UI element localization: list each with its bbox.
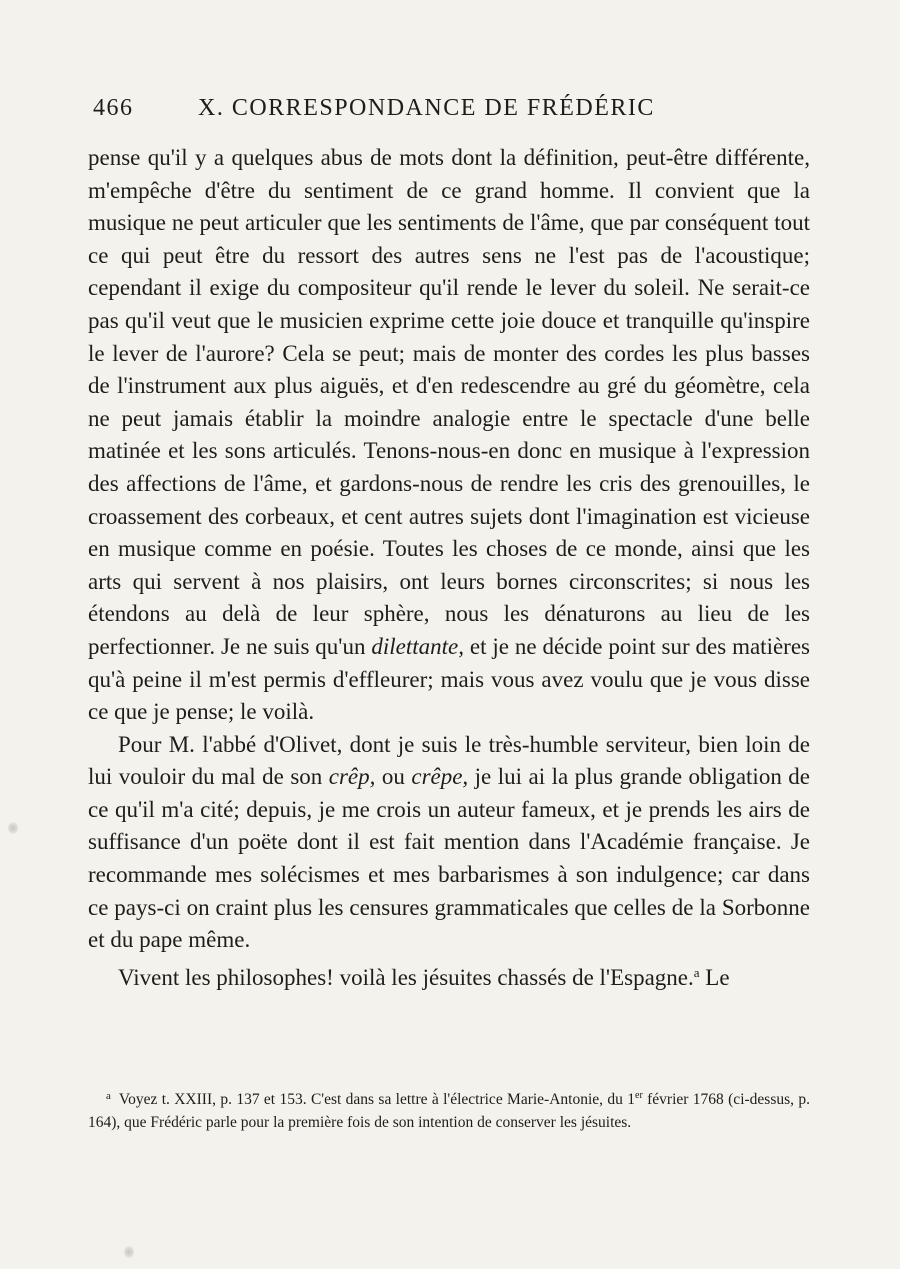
footnote-label: a xyxy=(106,1090,111,1102)
paper-smudge xyxy=(124,1246,134,1258)
page-number: 466 xyxy=(93,95,134,121)
footnote-text-end: février 1768 (ci-dessus, p. 164), que Frédéric parle pour la première fois de son intention de conserver les jésuites. xyxy=(88,1091,810,1131)
paper-smudge xyxy=(8,822,18,834)
footnote-section xyxy=(88,1084,810,1134)
footnote-a xyxy=(88,1084,810,1134)
paragraph-3 xyxy=(88,957,810,995)
body-text xyxy=(88,142,810,994)
paragraph-3-text: Vivent les philosophes! voilà les jésuites chassés de l'Espagne. xyxy=(118,964,694,990)
paragraph-1 xyxy=(88,142,810,729)
footnote-text: Voyez t. XXIII, p. 137 et 153. C'est dans sa lettre à l'électrice Marie-Antonie, du 1 xyxy=(118,1091,635,1108)
italic-crep: crêp, xyxy=(328,764,376,790)
paragraph-2-or: ou xyxy=(375,764,412,790)
italic-crepe: crêpe, xyxy=(411,764,469,790)
paragraph-3-text-end: Le xyxy=(699,964,730,990)
paragraph-2-text: Pour M. l'abbé d'Olivet, dont je suis le très-humble serviteur, bien loin de lui vouloir du mal de son xyxy=(88,731,810,790)
paragraph-2 xyxy=(88,729,810,957)
footnote-superscript: er xyxy=(635,1090,643,1101)
italic-dilettante: dilettante, xyxy=(371,633,464,659)
page-header xyxy=(93,95,813,131)
footnote-marker[interactable]: a xyxy=(693,964,700,980)
running-title: X. CORRESPONDANCE DE FRÉDÉRIC xyxy=(198,95,655,121)
paragraph-1-text-end: et je ne décide point sur des matières qu'à peine il m'est permis d'effleurer; mais vous avez voulu que je vous disse ce que je pense; le voilà. xyxy=(88,633,810,725)
paragraph-1-text: pense qu'il y a quelques abus de mots dont la définition, peut-être différente, m'empêche d'être du sentiment de ce grand homme. Il convient que la musique ne peut articuler que les sentiments de l'âme, que par conséquent tout ce qui peut être du ressort des autres sens ne l'est pas de l'acoustique; cependant il exige du compositeur qu'il rende le lever du soleil. Ne serait-ce pas qu'il veut que le musicien exprime cette joie douce et tranquille qu'inspire le lever de l'aurore? Cela se peut; mais de monter des cordes les plus basses de l'instrument aux plus aiguës, et d'en redescendre au gré du géomètre, cela ne peut jamais établir la moindre analogie entre le spectacle d'une belle matinée et les sons articulés. Tenons-nous-en donc en musique à l'expression des affections de l'âme, et gardons-nous de rendre les cris des grenouilles, le croassement des corbeaux, et cent autres sujets dont l'imagination est vicieuse en musique comme en poésie. Toutes les choses de ce monde, ainsi que les arts qui servent à nos plaisirs, ont leurs bornes circonscrites; si nous les étendons au delà de leur sphère, nous les dénaturons au lieu de les perfectionner. Je ne suis qu'un xyxy=(88,145,810,659)
paragraph-2-text-end: je lui ai la plus grande obligation de ce qu'il m'a cité; depuis, je me crois un auteur fameux, et je prends les airs de suffisance d'un poëte dont il est fait mention dans l'Académie française. Je recommande mes solécismes et mes barbarismes à son indulgence; car dans ce pays-ci on craint plus les censures grammaticales que celles de la Sorbonne et du pape même. xyxy=(88,764,811,953)
